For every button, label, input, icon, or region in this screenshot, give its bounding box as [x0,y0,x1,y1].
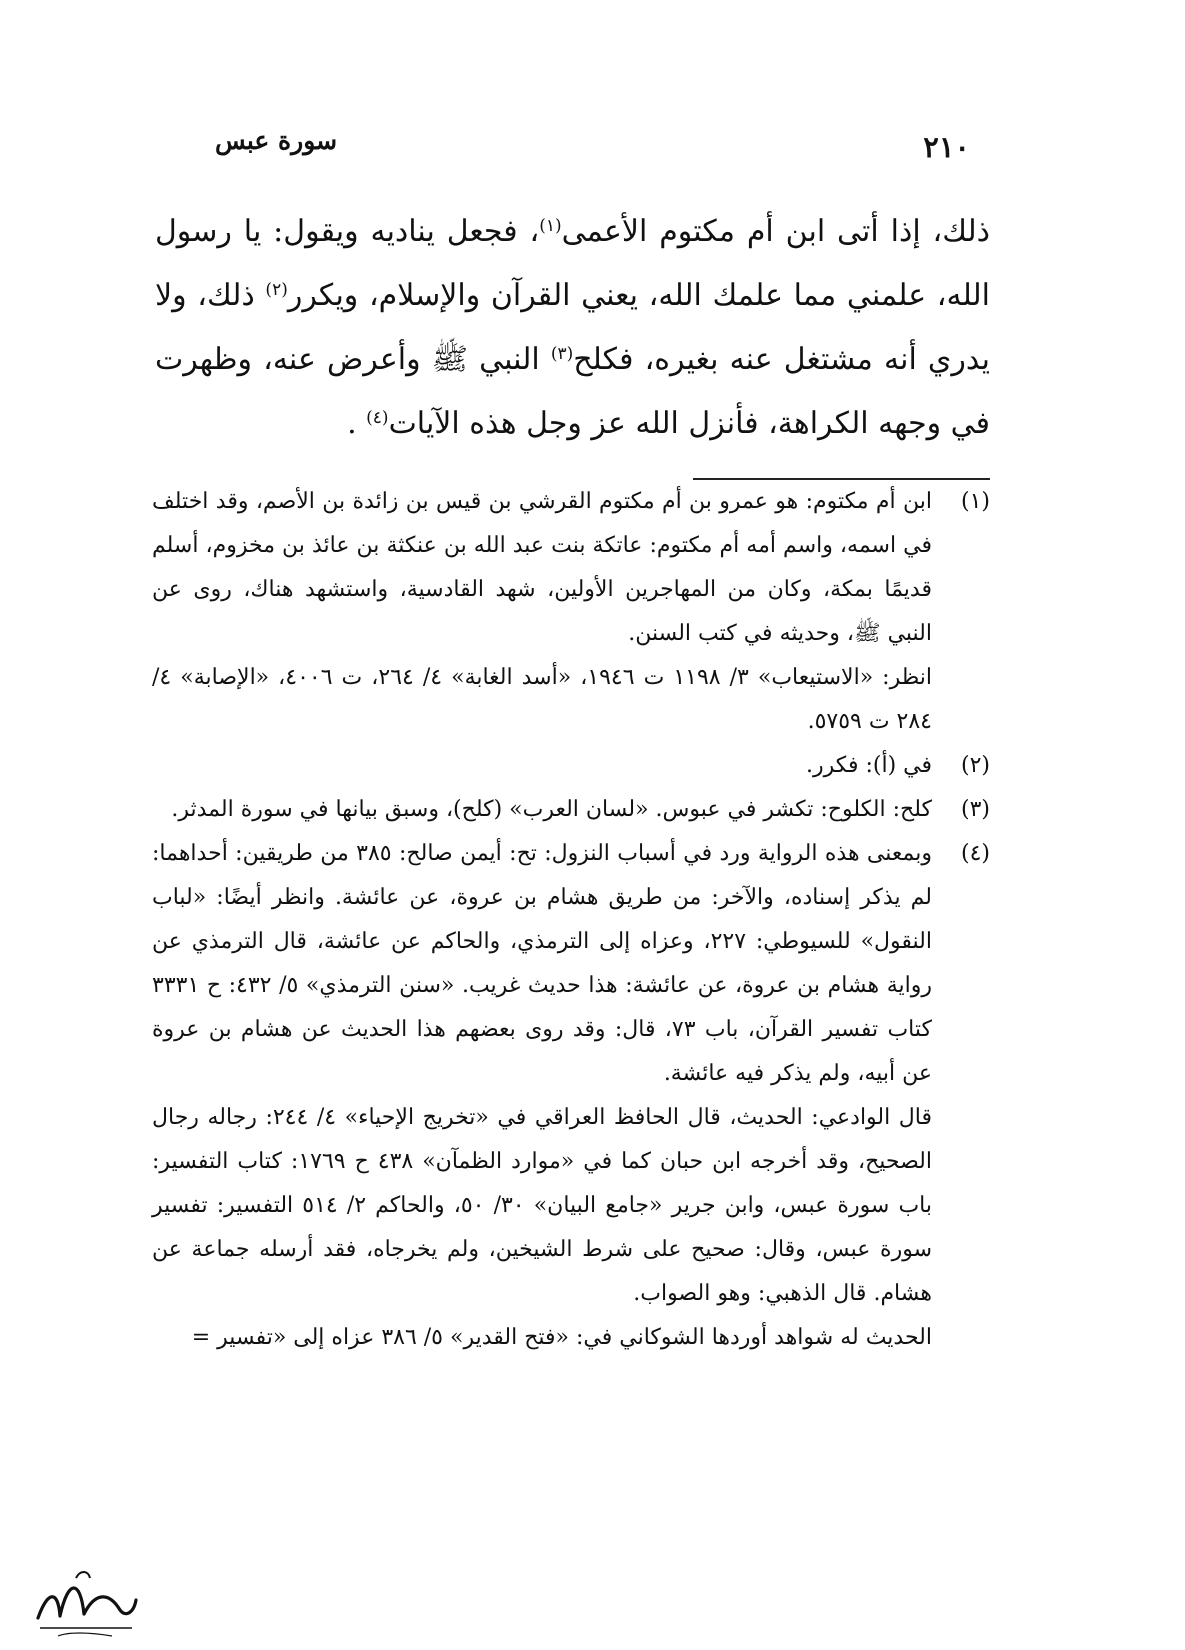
main-text-segment: النبي ﷺ وأعرض عنه، وظهرت في وجهه الكراهة، فأنزل الله عز وجل هذه الآيات [155,342,990,441]
footnote-body [152,832,932,1360]
main-text-segment: . [347,406,367,441]
main-text-segment: ذلك، إذا أتى ابن أم مكتوم الأعمى [561,214,991,249]
footnote-paragraph: الحديث له شواهد أوردها الشوكاني في: «فتح القدير» ٥/ ٣٨٦ عزاه إلى «تفسير = [191,1325,932,1350]
footnote-paragraph: وبمعنى هذه الرواية ورد في أسباب النزول: تح: أيمن صالح: ٣٨٥ من طريقين: أحداهما: لم يذكر إسناده، والآخر: من طريق هشام بن عروة، عن عائشة. وانظر أيضًا: «لباب النقول» للسيوطي: ٢٢٧، وعزاه إلى الترمذي، والحاكم عن عائشة، قال الترمذي عن رواية هشام بن عروة، عن عائشة: هذا حديث غريب. «سنن الترمذي» ٥/ ٤٣٢: ح ٣٣٣١ كتاب تفسير القرآن، باب ٧٣، قال: وقد روى بعضهم هذا الحديث عن هشام بن عروة عن أبيه، ولم يذكر فيه عائشة. [152,841,932,1086]
footnote-marker: (١) [539,216,562,236]
footnote-paragraph: انظر: «الاستيعاب» ٣/ ١١٩٨ ت ١٩٤٦، «أسد الغابة» ٤/ ٢٦٤، ت ٤٠٠٦، «الإصابة» ٤/ ٢٨٤ ت ٥٧٥٩. [152,665,933,734]
footnote-body [152,744,932,788]
footnote-marker: (٢) [265,280,288,300]
footnotes [152,480,990,1360]
footnote-body [152,480,932,744]
main-text-segment: ، فجعل يناديه ويقول: يا رسول الله، علمني مما علمك الله، يعني القرآن والإسلام، ويكرر [155,214,990,313]
footnote-paragraph: قال الوادعي: الحديث، قال الحافظ العراقي في «تخريج الإحياء» ٤/ ٢٤٤: رجاله رجال الصحيح، وقد أخرجه ابن حبان كما في «موارد الظمآن» ٤٣٨ ح ١٧٦٩: كتاب التفسير: باب سورة عبس، وابن جرير «جامع البيان» ٣٠/ ٥٠، والحاكم ٢/ ٥١٤ التفسير: تفسير سورة عبس، وقال: صحيح على شرط الشيخين، ولم يخرجاه، فقد أرسله جماعة عن هشام. قال الذهبي: وهو الصواب. [152,1105,933,1306]
footnote-number: (١) [960,489,990,514]
footnote-3 [152,788,990,832]
page-header [0,120,1185,170]
footnote-marker: (٣) [550,344,574,364]
surah-title: سورة عبس [215,126,338,155]
calligraphy-logo [28,1560,146,1644]
main-text [155,200,990,456]
footnote-paragraph: ابن أم مكتوم: هو عمرو بن أم مكتوم القرشي بن قيس بن زائدة بن الأصم، وقد اختلف في اسمه، واسم أمه أم مكتوم: عاتكة بنت عبد الله بن عنكثة بن عائذ بن مخزوم، أسلم قديمًا بمكة، وكان من المهاجرين الأولين، شهد القادسية، واستشهد هناك، روى عن النبي ﷺ، وحديثه في كتب السنن. [152,489,932,646]
footnote-number: (٤) [960,841,990,866]
footnote-number: (٢) [960,753,990,778]
page-number: ٢١٠ [923,130,970,164]
footnote-1 [152,480,990,744]
footnote-body [152,788,932,832]
footnote-paragraph: كلح: الكلوح: تكشر في عبوس. «لسان العرب» (كلح)، وسبق بيانها في سورة المدثر. [171,797,932,822]
footnote-4 [152,832,990,1360]
footnote-number: (٣) [960,797,990,822]
footnote-marker: (٤) [366,408,389,428]
main-text-segment: ذلك، ولا يدري أنه مشتغل عنه بغيره، فكلح [155,278,990,377]
footnote-2 [152,744,990,788]
footnote-paragraph: في (أ): فكرر. [806,753,932,778]
